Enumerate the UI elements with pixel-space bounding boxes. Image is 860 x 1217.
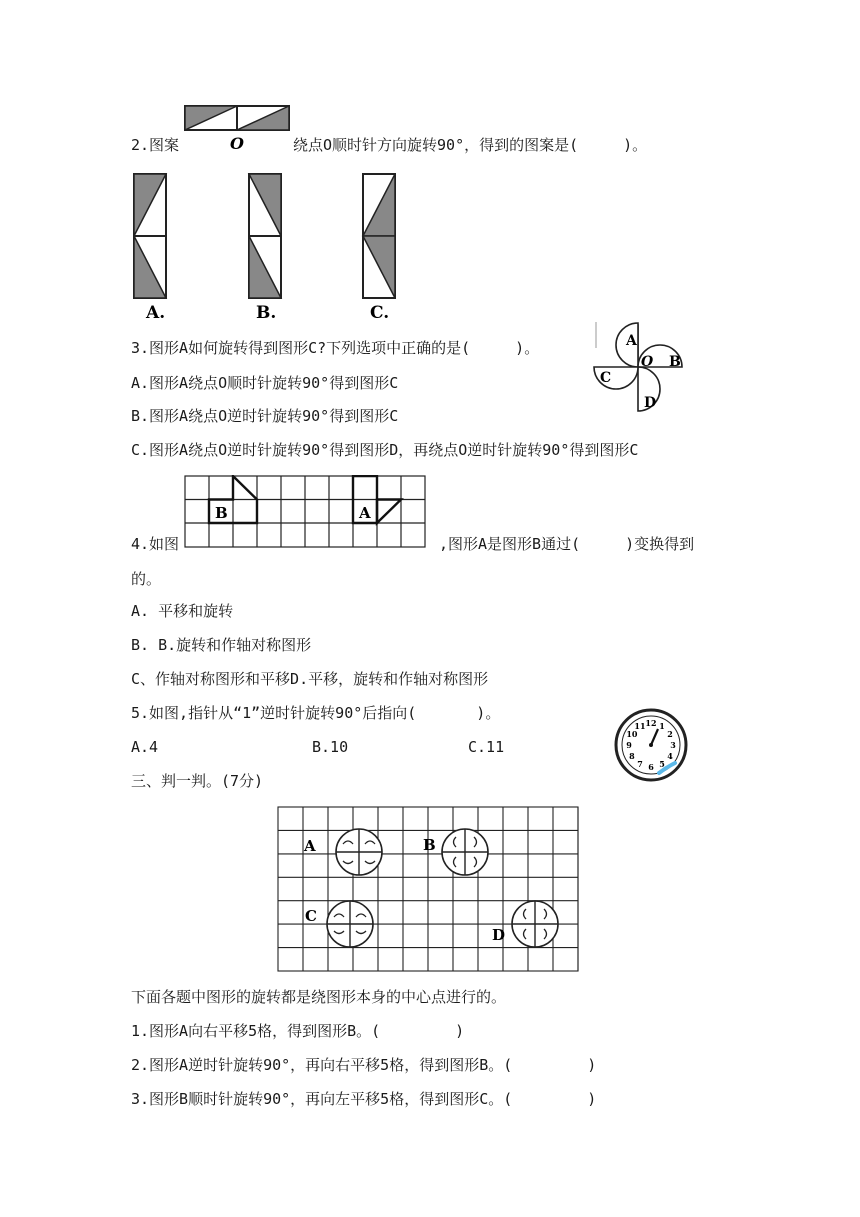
q3-pinwheel-figure [590, 320, 700, 422]
q3-label-d: D [644, 395, 657, 411]
q4-option-cd: C、作轴对称图形和平移D.平移，旋转和作轴对称图形 [131, 670, 489, 688]
clock-numeral: 10 [626, 729, 638, 739]
clock-numeral: 11 [634, 720, 646, 731]
q2-stem-suffix: 绕点O顺时针方向旋转90°，得到的图案是( )。 [293, 136, 648, 154]
s3-label-a: A [304, 837, 316, 855]
section3-item-1: 1.图形A向右平移5格，得到图形B。( ) [131, 1022, 465, 1040]
q5-option-a: A.4 [131, 738, 159, 756]
q2-option-b-label: B. [256, 303, 277, 322]
clock-numeral: 4 [667, 751, 673, 761]
clock-numeral: 7 [637, 759, 643, 770]
clock-numeral: 8 [629, 751, 635, 761]
section3-grid-figure [276, 805, 582, 975]
q2-option-a-label: A. [146, 303, 166, 322]
q2-option-b-figure [246, 172, 286, 322]
q3-label-a: A [626, 333, 637, 349]
section3-title: 三、判一判。(7分) [131, 772, 264, 790]
q3-option-c: C.图形A绕点O逆时针旋转90°得到图形D，再绕点O逆时针旋转90°得到图形C [131, 441, 639, 459]
clock-numeral: 12 [645, 718, 657, 728]
s3-label-b: B [423, 836, 436, 854]
clock-numeral: 5 [659, 759, 665, 770]
q4-grid-figure [184, 475, 432, 549]
q2-pattern-figure [183, 104, 293, 152]
q3-option-a: A.图形A绕点O顺时针旋转90°得到图形C [131, 374, 399, 392]
section3-note: 下面各题中图形的旋转都是绕图形本身的中心点进行的。 [131, 988, 507, 1006]
clock-numeral: 9 [626, 740, 632, 750]
q2-option-a-figure [131, 172, 171, 322]
q4-label-b: B [215, 504, 228, 522]
clock-numeral: 1 [659, 720, 665, 731]
q2-option-c-figure [360, 172, 400, 322]
q3-label-b: B [669, 354, 681, 370]
q2-prefix: 2.图案 [131, 136, 180, 154]
q5-stem: 5.如图,指针从“1”逆时针旋转90°后指向( )。 [131, 704, 501, 722]
q2-option-c-label: C. [370, 303, 390, 322]
q3-label-c: C [600, 370, 612, 386]
clock-figure [613, 707, 689, 783]
clock-numeral: 2 [667, 729, 673, 739]
q4-stem-suffix: ,图形A是图形B通过( )变换得到 [439, 535, 695, 553]
clock-numeral: 6 [648, 762, 654, 772]
q5-option-b: B.10 [312, 738, 349, 756]
q4-stem-continuation: 的。 [131, 570, 162, 588]
q4-prefix: 4.如图 [131, 535, 180, 553]
s3-label-c: C [305, 907, 317, 925]
q3-option-b: B.图形A绕点O逆时针旋转90°得到图形C [131, 407, 399, 425]
q2-center-label: O [230, 134, 244, 152]
q3-stem: 3.图形A如何旋转得到图形C?下列选项中正确的是( )。 [131, 339, 540, 357]
section3-item-3: 3.图形B顺时针旋转90°，再向左平移5格，得到图形C。( ) [131, 1090, 597, 1108]
q4-label-a: A [359, 504, 371, 522]
q3-label-o: O [641, 354, 654, 370]
q4-option-a: A. 平移和旋转 [131, 602, 234, 620]
clock-numeral: 3 [670, 740, 676, 750]
q5-option-c: C.11 [468, 738, 505, 756]
q4-option-b: B. B.旋转和作轴对称图形 [131, 636, 312, 654]
section3-item-2: 2.图形A逆时针旋转90°，再向右平移5格，得到图形B。( ) [131, 1056, 597, 1074]
s3-label-d: D [492, 926, 506, 944]
